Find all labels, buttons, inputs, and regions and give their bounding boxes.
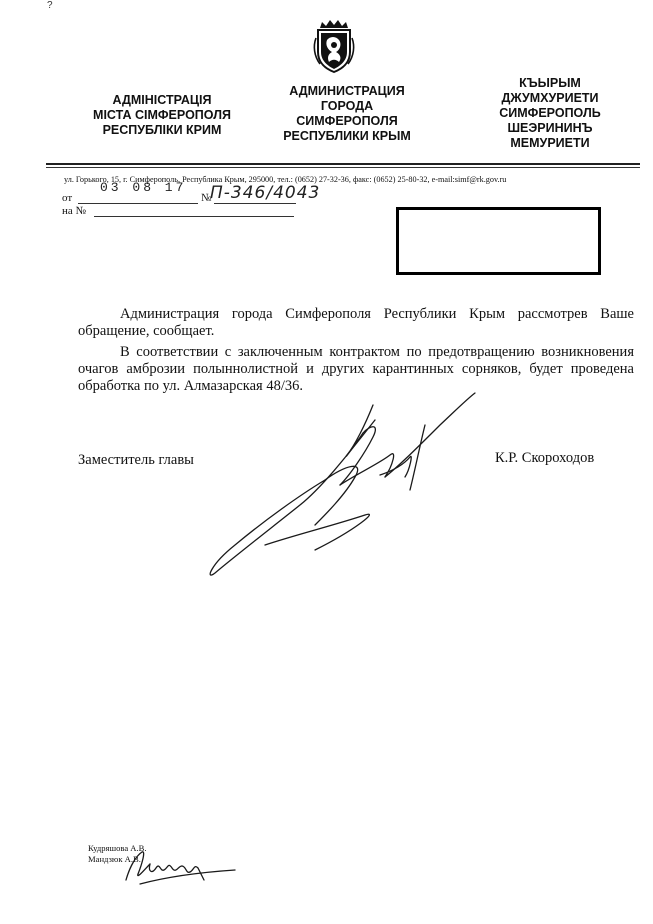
header-line: ДЖУМХУРИЕТИ xyxy=(501,91,599,105)
header-line: АДМІНІСТРАЦІЯ xyxy=(112,93,212,107)
header-russian xyxy=(262,84,432,144)
signatory-name: К.Р. Скороходов xyxy=(495,450,595,466)
outgoing-number-stamp: П-346/4043 xyxy=(210,183,321,203)
header-line: РЕСПУБЛИКИ КРЫМ xyxy=(283,129,411,143)
reference-number-label: на № xyxy=(62,205,87,217)
header-line: АДМИНИСТРАЦИЯ xyxy=(289,84,405,98)
header-line: СИМФЕРОПОЛЯ xyxy=(296,114,398,128)
executor-signature xyxy=(120,846,240,890)
header-line: ШЕЭРИНИНЪ xyxy=(507,121,593,135)
executor-name: Кудряшова А.В. xyxy=(88,843,147,853)
number-underline xyxy=(214,203,296,204)
header-crimean-tatar xyxy=(470,76,630,151)
body-paragraph-1 xyxy=(78,306,634,340)
reference-number-underline xyxy=(94,216,294,217)
header-line: МЕМУРИЕТИ xyxy=(510,136,590,150)
paragraph-text: В соответствии с заключенным контрактом по предотвращению возникновения очагов амброзии полыннолистной и других карантинных сорняков, будет проведена обработка по ул. Алмазарская 48/36. xyxy=(78,344,634,394)
header-divider xyxy=(46,163,640,165)
handwritten-signature xyxy=(205,385,495,585)
signatory-title: Заместитель главы xyxy=(78,452,194,468)
executor-name: Мандзюк А.В. xyxy=(88,854,141,864)
from-date-stamp: 03 08 17 xyxy=(100,180,187,195)
paragraph-text: Администрация города Симферополя Республики Крым рассмотрев Ваше обращение, сообщает. xyxy=(78,306,634,339)
header-line: МІСТА СІМФЕРОПОЛЯ xyxy=(93,108,231,122)
header-line: РЕСПУБЛІКИ КРИМ xyxy=(102,123,222,137)
address-line: ул. Горького, 15, г. Симферополь, Республика Крым, 295000, тел.: (0652) 27-32-36, факс: (0652) 25-80-32, e-mail:simf@rk.gov.ru xyxy=(64,175,507,184)
header-line: ГОРОДА xyxy=(320,99,374,113)
from-date-label: от xyxy=(62,192,73,204)
recipient-redaction-box xyxy=(396,207,601,275)
crimea-coat-of-arms-icon xyxy=(312,18,356,74)
from-date-underline xyxy=(78,203,198,204)
number-sign: № xyxy=(201,192,212,204)
header-line: СИМФЕРОПОЛЬ xyxy=(499,106,601,120)
corner-mark: ? xyxy=(47,0,53,11)
header-line: КЪЫРЫМ xyxy=(519,76,581,90)
header-ukrainian xyxy=(62,93,262,138)
header-divider-thin xyxy=(46,167,640,168)
